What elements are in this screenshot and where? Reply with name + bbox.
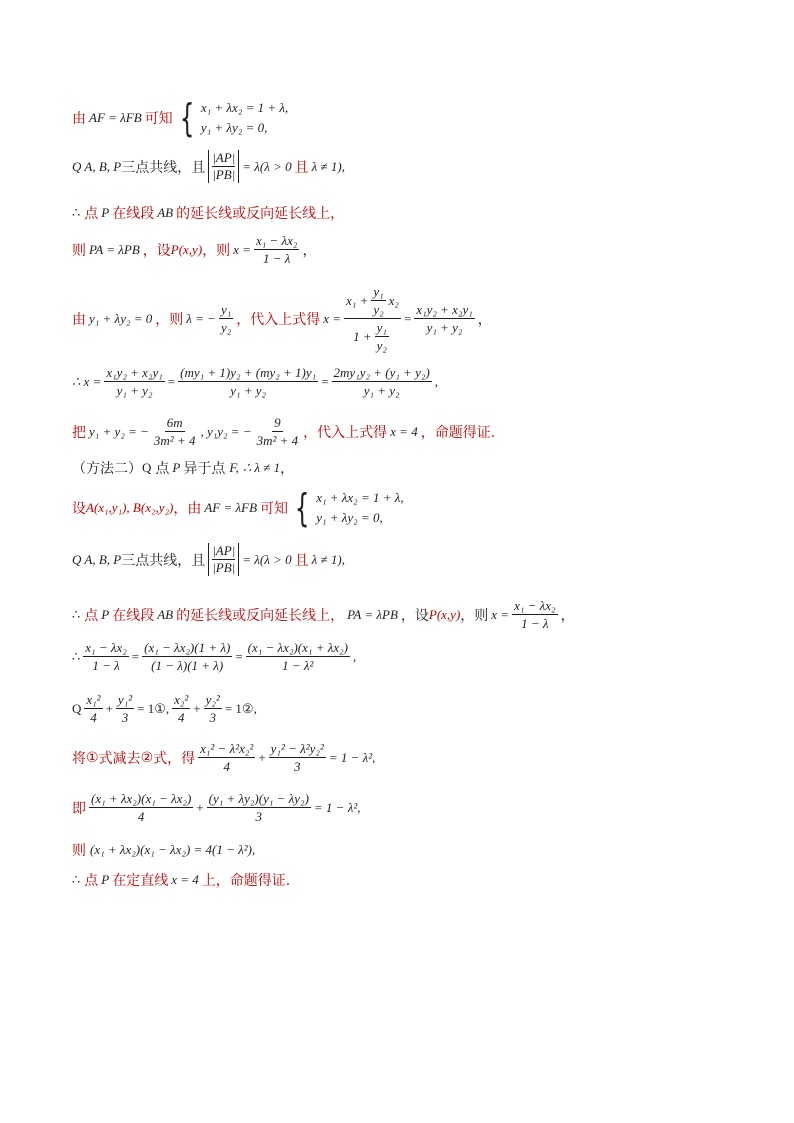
text: 点 <box>84 873 99 889</box>
fraction-denominator: |PB| <box>212 560 236 575</box>
math: = 1② <box>224 700 254 716</box>
fraction-denominator: y₁ + y₂ <box>363 383 400 398</box>
line-2 <box>72 150 345 183</box>
text: ，则 <box>155 311 184 328</box>
fraction-numerator: x₁ − λx₂ <box>85 640 127 655</box>
compound-fraction <box>344 284 401 353</box>
text: （方法二） <box>72 461 142 477</box>
fraction <box>89 791 193 824</box>
text: ，代入上式得 <box>303 424 388 441</box>
line-1 <box>72 98 288 138</box>
text: 即 <box>72 800 86 817</box>
math: λ ≠ 1) <box>311 158 342 174</box>
fraction-denominator: |PB| <box>212 167 236 182</box>
math: x = <box>233 241 251 257</box>
text: 的延长线或反向延长线上， <box>176 206 345 222</box>
math: = 1①, <box>137 700 170 716</box>
line-14 <box>72 741 375 774</box>
text: ，代入上式得 <box>236 311 321 328</box>
fraction-denominator: y₁ + y₂ <box>426 320 463 335</box>
fraction <box>375 320 389 353</box>
fraction-numerator: x₁² <box>86 692 101 707</box>
text: 三点共线，且 <box>121 159 206 176</box>
plus: + <box>258 749 266 765</box>
math: Q A, B, P <box>72 551 122 567</box>
fraction <box>269 741 326 774</box>
math: P <box>172 460 181 475</box>
math: x = <box>323 310 342 326</box>
line-7 <box>72 415 495 448</box>
math: x = <box>491 606 510 622</box>
fraction <box>152 415 198 448</box>
punct: , <box>253 700 257 716</box>
fraction <box>84 692 102 725</box>
point-p: P(x,y) <box>170 241 203 257</box>
math: x = 4 <box>171 872 199 887</box>
therefore-symbol: ∴ <box>72 648 81 664</box>
fraction-denominator <box>351 319 394 353</box>
term: x₁ + <box>346 293 369 308</box>
fraction-denominator: 3m² + 4 <box>153 433 196 448</box>
math: y₁ + λy₂ = 0 <box>89 310 153 326</box>
circled-2: ② <box>140 749 154 766</box>
text: ， <box>560 607 575 624</box>
text: 上，命题得证. <box>201 873 291 889</box>
fraction <box>83 640 128 673</box>
text: 三点共线，且 <box>121 552 206 569</box>
fraction-denominator: 4 <box>90 710 97 725</box>
text: ，命题得证. <box>420 424 496 441</box>
text: 在定直线 <box>112 873 169 889</box>
text: 的延长线或反向延长线上， <box>176 607 345 624</box>
math: Q A, B, P <box>72 158 122 174</box>
fraction-denominator: y₁ + y₂ <box>116 383 153 398</box>
brace-symbol: { <box>294 486 310 530</box>
line-11 <box>72 598 575 631</box>
math: λ = − <box>186 310 216 326</box>
text: 点 <box>84 206 99 222</box>
math: P <box>101 606 110 622</box>
fraction <box>207 791 311 824</box>
text: ，则 <box>202 242 231 259</box>
math: y₁ + y₂ = − <box>89 423 149 439</box>
system-row: x₁ + λx₂ = 1 + λ, <box>200 100 289 115</box>
fraction-denominator: (1 − λ)(1 + λ) <box>151 658 224 673</box>
vector-equation: AF = λFB <box>204 500 258 515</box>
fraction <box>512 598 557 631</box>
line-6 <box>72 365 438 398</box>
text: ， <box>302 242 317 259</box>
fraction <box>255 415 301 448</box>
fraction <box>332 365 432 398</box>
plus: + <box>105 700 113 716</box>
fraction <box>172 692 190 725</box>
equals: = <box>167 373 176 389</box>
line-10 <box>72 543 345 576</box>
ratio-fraction <box>208 150 239 183</box>
fraction <box>198 741 255 774</box>
fraction-numerator: x₁y₂ + x₂y₁ <box>416 302 473 317</box>
because-symbol: Q <box>142 460 152 475</box>
equals: = <box>131 648 140 664</box>
line-17 <box>72 870 290 890</box>
text: ，设 <box>400 607 429 624</box>
math: P <box>101 205 110 220</box>
fraction-numerator: |AP| <box>212 543 236 558</box>
fraction-numerator: x₂² <box>174 692 189 707</box>
fraction-numerator: x₁ − λx₂ <box>255 233 298 248</box>
fraction <box>104 365 164 398</box>
text: 则 <box>72 843 86 859</box>
fraction-denominator: y₂ <box>220 320 232 335</box>
text: 点 <box>155 461 170 477</box>
math: F, <box>229 460 239 475</box>
system-row: y₁ + λy₂ = 0, <box>316 510 383 525</box>
text: ， <box>280 461 295 477</box>
text: 设 <box>72 501 86 517</box>
punct: , <box>434 373 439 389</box>
fraction-denominator: y₁ + y₂ <box>230 383 267 398</box>
text: 可知 <box>260 501 289 517</box>
fraction-numerator: 2my₁y₂ + (y₁ + y₂) <box>333 365 430 380</box>
fraction-numerator: (y₁ + λy₂)(y₁ − λy₂) <box>208 791 309 806</box>
text: 在线段 <box>112 607 155 624</box>
fraction-numerator <box>344 284 401 319</box>
text: 把 <box>72 424 86 441</box>
punct: , <box>252 842 256 857</box>
fraction-denominator: 1 − λ² <box>282 658 314 673</box>
line-12 <box>72 640 356 673</box>
fraction-denominator: 1 − λ <box>262 251 291 266</box>
fraction-numerator: y₁ <box>220 302 232 317</box>
because-symbol: Q <box>72 700 82 716</box>
fraction <box>414 302 474 335</box>
fraction-numerator: y₁ <box>373 284 384 299</box>
fraction-denominator: 1 − λ <box>92 658 120 673</box>
text: 则 <box>72 242 86 259</box>
fraction-numerator: (x₁ + λx₂)(x₁ − λx₂) <box>91 791 192 806</box>
fraction <box>219 302 233 335</box>
fraction-numerator: 9 <box>274 415 281 430</box>
math: ∴ λ ≠ 1 <box>242 460 281 475</box>
fraction-numerator: (x₁ − λx₂)(x₁ + λx₂) <box>247 640 348 655</box>
text: 将 <box>72 750 86 767</box>
text: 由 <box>72 311 86 328</box>
equals: = <box>403 310 412 326</box>
math: = 1 − λ² <box>328 749 373 765</box>
text: 由 <box>72 111 86 127</box>
text: ，设 <box>142 242 171 259</box>
fraction-denominator: 3 <box>255 809 263 824</box>
math: = 1 − λ² <box>313 799 358 815</box>
brace-symbol: { <box>179 96 195 140</box>
point-p: P(x,y) <box>428 606 461 622</box>
therefore-symbol: ∴ <box>72 205 81 220</box>
fraction-denominator: 4 <box>177 710 185 725</box>
system-row: x₁ + λx₂ = 1 + λ, <box>316 490 404 505</box>
fraction <box>204 692 222 725</box>
term: 1 + <box>353 329 372 344</box>
equals: = <box>321 373 329 389</box>
equals: = <box>235 648 243 664</box>
line-16 <box>72 840 255 860</box>
fraction-numerator: y₁² <box>117 692 133 707</box>
math: , y₁y₂ = − <box>200 423 252 439</box>
fraction-numerator: y₁ <box>376 320 387 335</box>
line-15 <box>72 791 360 824</box>
math: = λ(λ > 0 <box>242 158 292 174</box>
math: AB <box>157 205 174 220</box>
ratio-fraction <box>208 543 239 576</box>
line-13 <box>72 692 257 725</box>
fraction <box>116 692 134 725</box>
fraction-denominator: 3 <box>209 710 216 725</box>
punct: , <box>357 799 361 815</box>
fraction-denominator: 4 <box>137 809 145 824</box>
math: = λ(λ > 0 <box>242 551 292 567</box>
fraction-denominator: 1 − λ <box>521 616 549 631</box>
fraction <box>246 640 350 673</box>
text: ，由 <box>173 501 202 517</box>
math: ∴ x = <box>72 373 102 389</box>
math: λ ≠ 1) <box>311 551 342 567</box>
fraction-numerator: y₂² <box>205 692 220 707</box>
line-3 <box>72 203 344 223</box>
text: 式，得 <box>153 750 196 767</box>
plus: + <box>193 700 201 716</box>
fraction-numerator: x₁ − λx₂ <box>514 598 556 613</box>
punct: , <box>341 551 346 567</box>
fraction <box>371 284 385 317</box>
text: 在线段 <box>112 206 155 222</box>
vector-equation: PA = λPB <box>89 241 140 257</box>
math: (x₁ + λx₂)(x₁ − λx₂) = 4(1 − λ²) <box>90 842 253 857</box>
vector-equation: AF = λFB <box>89 110 142 125</box>
line-4 <box>72 233 316 266</box>
fraction <box>254 233 299 266</box>
fraction-numerator: 6m <box>166 415 183 430</box>
fraction-denominator: 3 <box>121 710 129 725</box>
text: ，则 <box>460 607 489 624</box>
therefore-symbol: ∴ <box>72 872 81 887</box>
fraction <box>142 640 232 673</box>
punct: , <box>341 158 346 174</box>
fraction-denominator: 4 <box>223 759 230 774</box>
text: ， <box>477 311 492 328</box>
equation-system <box>290 488 404 528</box>
text: 异于点 <box>183 461 226 477</box>
math: x = 4 <box>390 423 418 439</box>
circled-1: ① <box>86 749 99 766</box>
punct: , <box>352 648 357 664</box>
fraction-denominator: 3 <box>294 759 301 774</box>
fraction-numerator: |AP| <box>212 150 236 165</box>
text: 点 <box>84 607 99 624</box>
term: x₂ <box>388 293 399 308</box>
fraction <box>178 365 318 398</box>
system-row: y₁ + λy₂ = 0, <box>200 120 268 135</box>
line-9 <box>72 488 404 528</box>
fraction-denominator: 3m² + 4 <box>256 433 299 448</box>
plus: + <box>196 799 204 815</box>
therefore-symbol: ∴ <box>72 606 81 622</box>
text: 且 <box>294 552 309 569</box>
line-5 <box>72 284 492 353</box>
text: 式减去 <box>98 750 141 767</box>
fraction-numerator: (x₁ − λx₂)(1 + λ) <box>144 640 231 655</box>
line-8 <box>72 458 294 478</box>
fraction-denominator: y₂ <box>376 338 387 353</box>
fraction-denominator: y₂ <box>373 302 384 317</box>
fraction-numerator: x₁² − λ²x₂² <box>200 741 254 756</box>
math: AB <box>157 606 174 622</box>
vector-equation: PA = λPB <box>347 606 398 622</box>
math: P <box>101 872 110 887</box>
text: 且 <box>294 159 309 176</box>
equation-system <box>175 98 289 138</box>
fraction-numerator: x₁y₂ + x₂y₁ <box>106 365 163 380</box>
points-ab: A(x₁,y₁), B(x₂,y₂) <box>86 500 174 515</box>
fraction-numerator: y₁² − λ²y₂² <box>270 741 324 756</box>
fraction-numerator: (my₁ + 1)y₂ + (my₂ + 1)y₁ <box>180 365 317 380</box>
punct: , <box>372 749 376 765</box>
text: 可知 <box>144 111 173 127</box>
